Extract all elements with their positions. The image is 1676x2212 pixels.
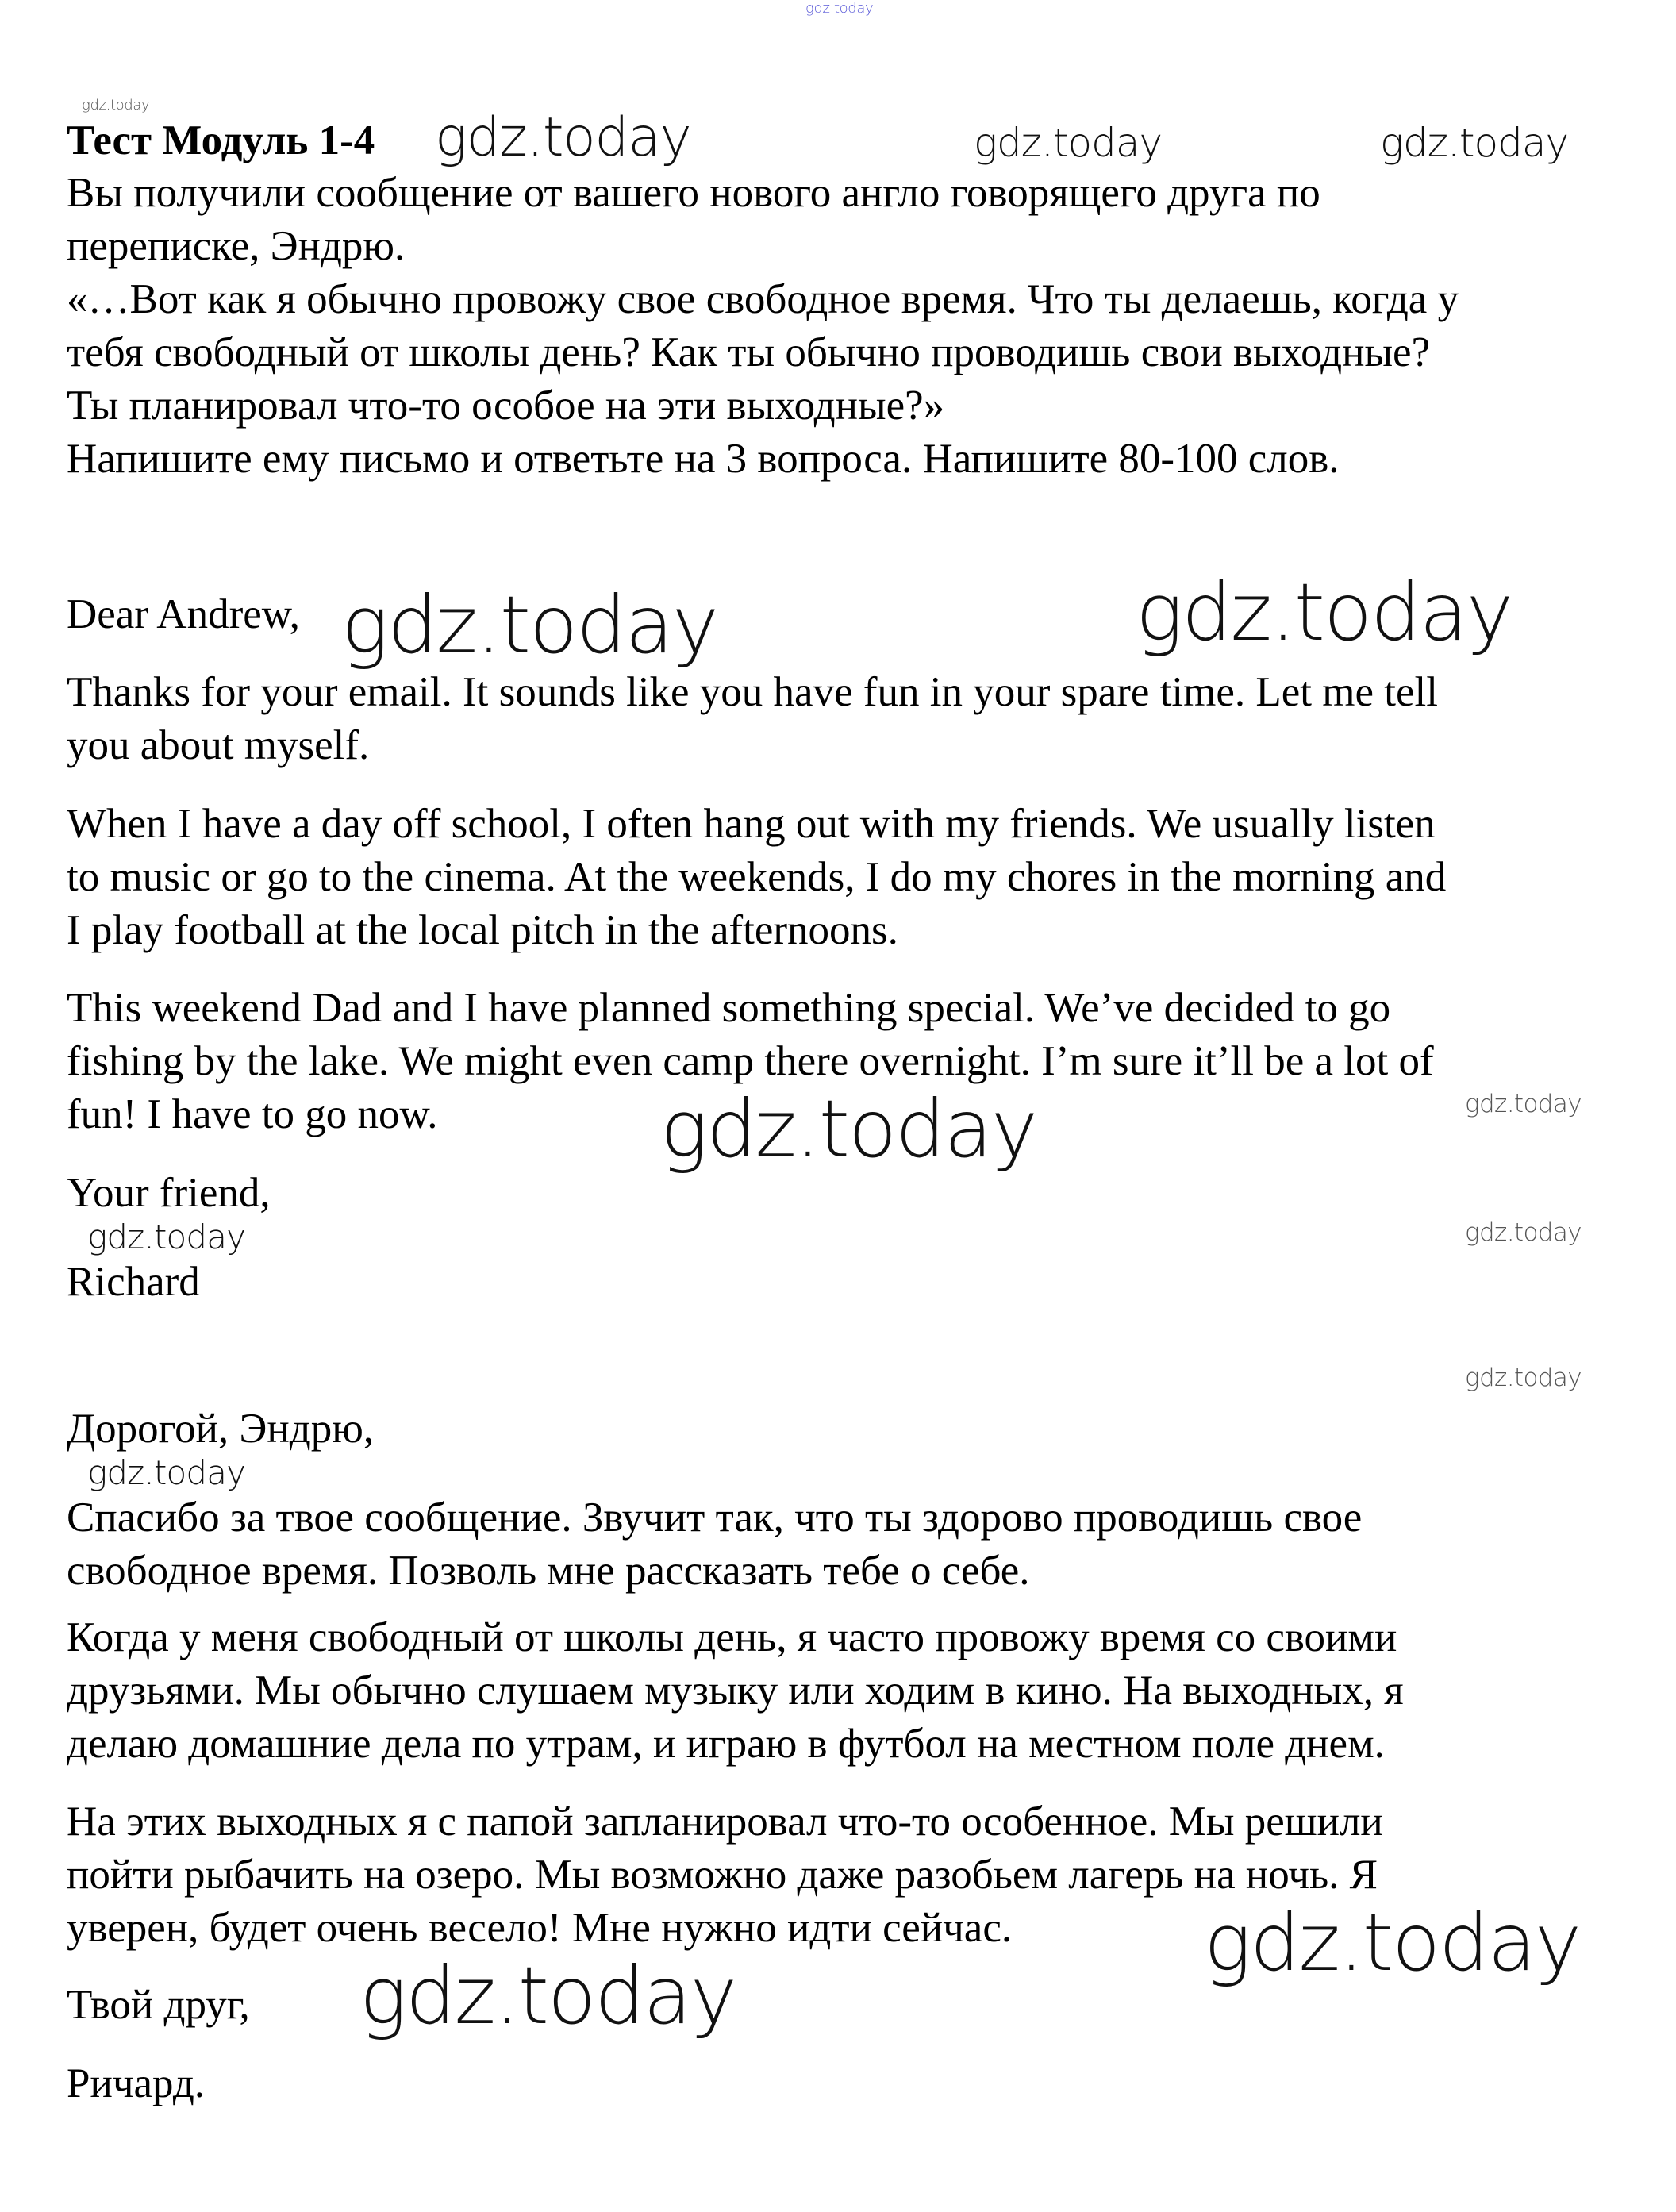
task-line: Напишите ему письмо и ответьте на 3 вопроса. Напишите 80-100 слов. [67, 436, 1340, 482]
task-line: «…Вот как я обычно провожу свое свободное время. Что ты делаешь, когда у [67, 276, 1459, 322]
text-line: you about myself. [67, 722, 370, 768]
text-line: пойти рыбачить на озеро. Мы возможно даже разобьем лагерь на ночь. Я [67, 1852, 1378, 1898]
watermark: gdz.today [359, 1949, 736, 2042]
watermark: gdz.today [82, 97, 150, 113]
text-line: делаю домашние дела по утрам, и играю в футбол на местном поле днем. [67, 1721, 1385, 1767]
watermark: gdz.today [435, 106, 691, 169]
watermark: gdz.today [1136, 566, 1513, 659]
english-closing: Your friend, [67, 1170, 271, 1216]
english-paragraph-3 [67, 982, 1434, 1141]
russian-paragraph-3 [67, 1795, 1383, 1955]
watermark: gdz.today [87, 1453, 246, 1492]
watermark: gdz.today [805, 0, 874, 17]
watermark: gdz.today [974, 120, 1163, 166]
task-line: переписке, Эндрю. [67, 223, 406, 269]
english-greeting: Dear Andrew, [67, 591, 300, 637]
text-line: уверен, будет очень весело! Мне нужно идти сейчас. [67, 1905, 1013, 1951]
task-line: тебя свободный от школы день? Как ты обычно проводишь свои выходные? [67, 329, 1431, 375]
text-line: to music or go to the cinema. At the weekends, I do my chores in the morning and [67, 854, 1447, 900]
text-line: When I have a day off school, I often hang out with my friends. We usually listen [67, 801, 1436, 847]
task-prompt [67, 167, 1459, 486]
english-paragraph-2 [67, 798, 1446, 957]
watermark: gdz.today [1465, 1364, 1582, 1392]
english-signature: Richard [67, 1259, 200, 1305]
text-line: fishing by the lake. We might even camp there overnight. I’m sure it’ll be a lot of [67, 1038, 1434, 1084]
russian-paragraph-2 [67, 1611, 1404, 1771]
text-line: друзьями. Мы обычно слушаем музыку или ходим в кино. На выходных, я [67, 1668, 1404, 1714]
watermark: gdz.today [1465, 1218, 1582, 1247]
watermark: gdz.today [1380, 120, 1569, 166]
text-line: This weekend Dad and I have planned something special. We’ve decided to go [67, 985, 1391, 1031]
text-line: Когда у меня свободный от школы день, я часто провожу время со своими [67, 1614, 1397, 1660]
watermark: gdz.today [87, 1218, 246, 1256]
watermark: gdz.today [1465, 1090, 1582, 1118]
watermark: gdz.today [1204, 1896, 1581, 1989]
text-line: На этих выходных я с папой запланировал что-то особенное. Мы решили [67, 1798, 1383, 1845]
russian-signature: Ричард. [67, 2060, 206, 2106]
page-title: Тест Модуль 1-4 [67, 117, 375, 163]
russian-greeting: Дорогой, Эндрю, [67, 1406, 375, 1452]
russian-closing: Твой друг, [67, 1982, 250, 2028]
text-line: fun! I have to go now. [67, 1091, 438, 1137]
watermark: gdz.today [660, 1083, 1037, 1175]
watermark: gdz.today [341, 579, 718, 671]
text-line: I play football at the local pitch in the afternoons. [67, 907, 898, 953]
russian-paragraph-1 [67, 1491, 1362, 1598]
text-line: Спасибо за твое сообщение. Звучит так, что ты здорово проводишь свое [67, 1495, 1363, 1541]
task-line: Ты планировал что-то особое на эти выходные?» [67, 383, 945, 429]
task-line: Вы получили сообщение от вашего нового англо говорящего друга по [67, 170, 1320, 216]
english-paragraph-1 [67, 666, 1438, 772]
text-line: свободное время. Позволь мне рассказать тебе о себе. [67, 1548, 1030, 1594]
text-line: Thanks for your email. It sounds like you have fun in your spare time. Let me tell [67, 669, 1438, 715]
